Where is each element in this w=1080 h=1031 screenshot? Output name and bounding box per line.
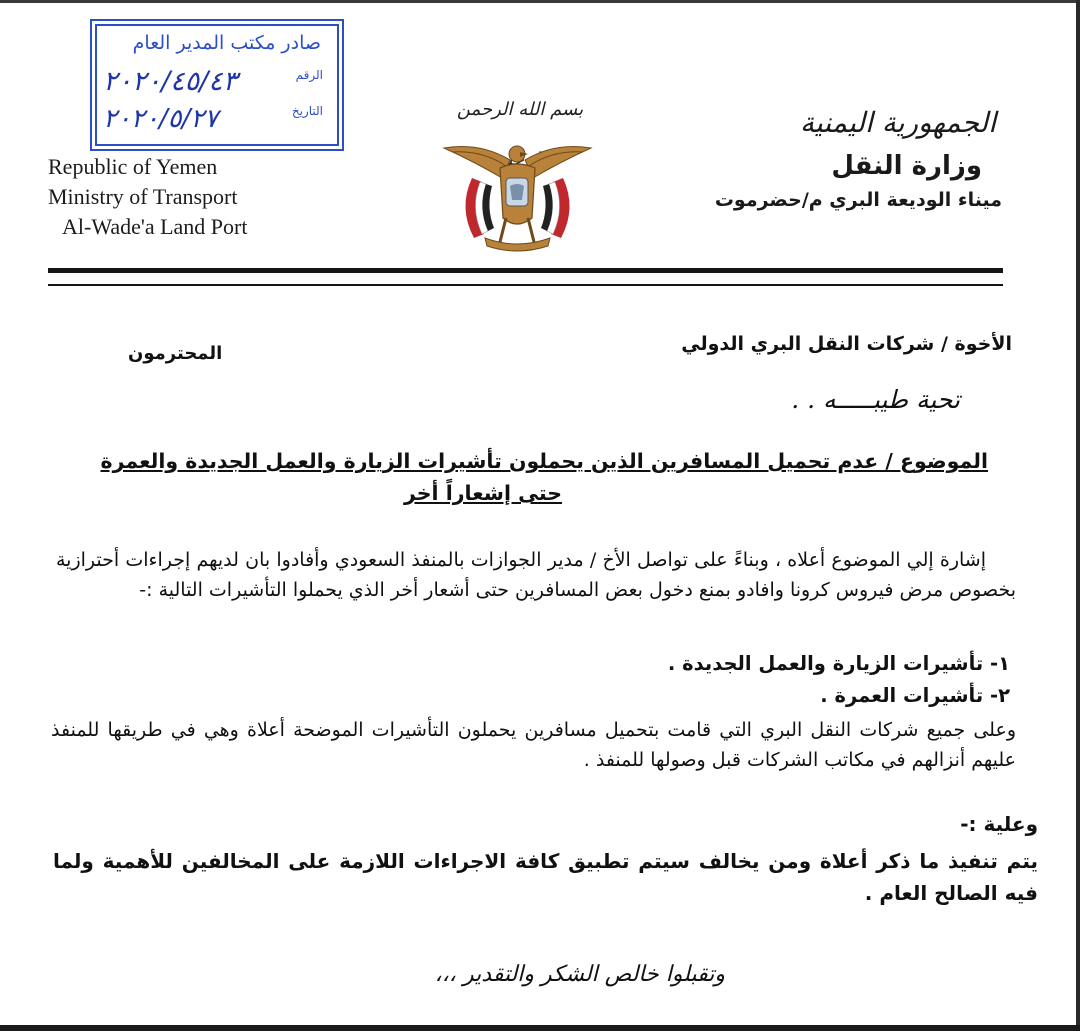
subject [100, 445, 988, 509]
ar-port: ميناء الوديعة البري م/حضرموت [714, 189, 1002, 211]
en-republic: Republic of Yemen [48, 154, 218, 179]
stamp-title: صادر مكتب المدير العام [132, 32, 321, 54]
arabic-letterhead [662, 100, 1002, 214]
stamp-date-label: التاريخ [291, 104, 323, 118]
en-port: Al-Wade'a Land Port [62, 214, 248, 239]
therefore-label: وعلية :- [960, 812, 1038, 836]
decision-text: يتم تنفيذ ما ذكر أعلاة ومن يخالف سيتم تطبيق كافة الاجراءات اللازمة على المخالفين للأهمية ولما فيه الصالح العام . [53, 849, 1038, 905]
page-bottom-edge [0, 1025, 1080, 1031]
header-rule-thick [48, 268, 1003, 273]
paragraph-1-text: إشارة إلي الموضوع أعلاه ، وبناءً على تواصل الأخ / مدير الجوازات بالمنفذ السعودي وأفادوا بان لديهم إجراءات أحترازية بخصوص مرض فيروس كرونا وافادو بمنع دخول بعض المسافرين حتى أشعار أخر الذي يحملوا التأشيرات التالية :- [56, 549, 1016, 601]
paragraph-1 [56, 545, 1016, 605]
header-rule-thin [48, 284, 1003, 286]
ar-republic: الجمهورية اليمنية [799, 106, 996, 139]
basmala-calligraphy: بسم الله الرحمن [456, 99, 584, 120]
closing-line: وتقبلوا خالص الشكر والتقدير ،،، [434, 962, 725, 987]
page-right-edge [1076, 0, 1080, 1031]
stamp-date-value: ٢٠٢٠/٥/٢٧ [103, 104, 219, 134]
stamp-ref-value: ٢٠٢٠/٤٥/٤٣ [103, 66, 238, 97]
stamp-ref-label: الرقم [295, 68, 323, 82]
ar-ministry: وزارة النقل [831, 151, 982, 181]
english-letterhead [48, 152, 308, 242]
list-item: ١- تأشيرات الزيارة والعمل الجديدة . [667, 652, 1010, 675]
en-ministry: Ministry of Transport [48, 184, 238, 209]
paragraph-2: وعلى جميع شركات النقل البري التي قامت بتحميل مسافرين يحملون التأشيرات الموضحة أعلاة وهي في طريقها للمنفذ عليهم أنزالهم في مكاتب الشركات قبل وصولها للمنفذ . [51, 719, 1016, 771]
greeting: تحية طيبـــــه . . [791, 385, 960, 414]
subject-line-1: الموضوع / عدم تحميل المسافرين الذين يحملون تأشيرات الزيارة والعمل الجديدة والعمرة [100, 449, 988, 473]
list-item: ٢- تأشيرات العمرة . [820, 684, 1010, 707]
subject-line-2: حتى إشعاراً أخر [404, 481, 562, 505]
page-top-edge [0, 0, 1080, 3]
yemen-emblem-icon [440, 138, 595, 258]
office-stamp [95, 24, 339, 146]
visa-list [668, 648, 1010, 712]
respected-label: المحترمون [128, 343, 223, 364]
addressee: الأخوة / شركات النقل البري الدولي [681, 333, 1012, 355]
